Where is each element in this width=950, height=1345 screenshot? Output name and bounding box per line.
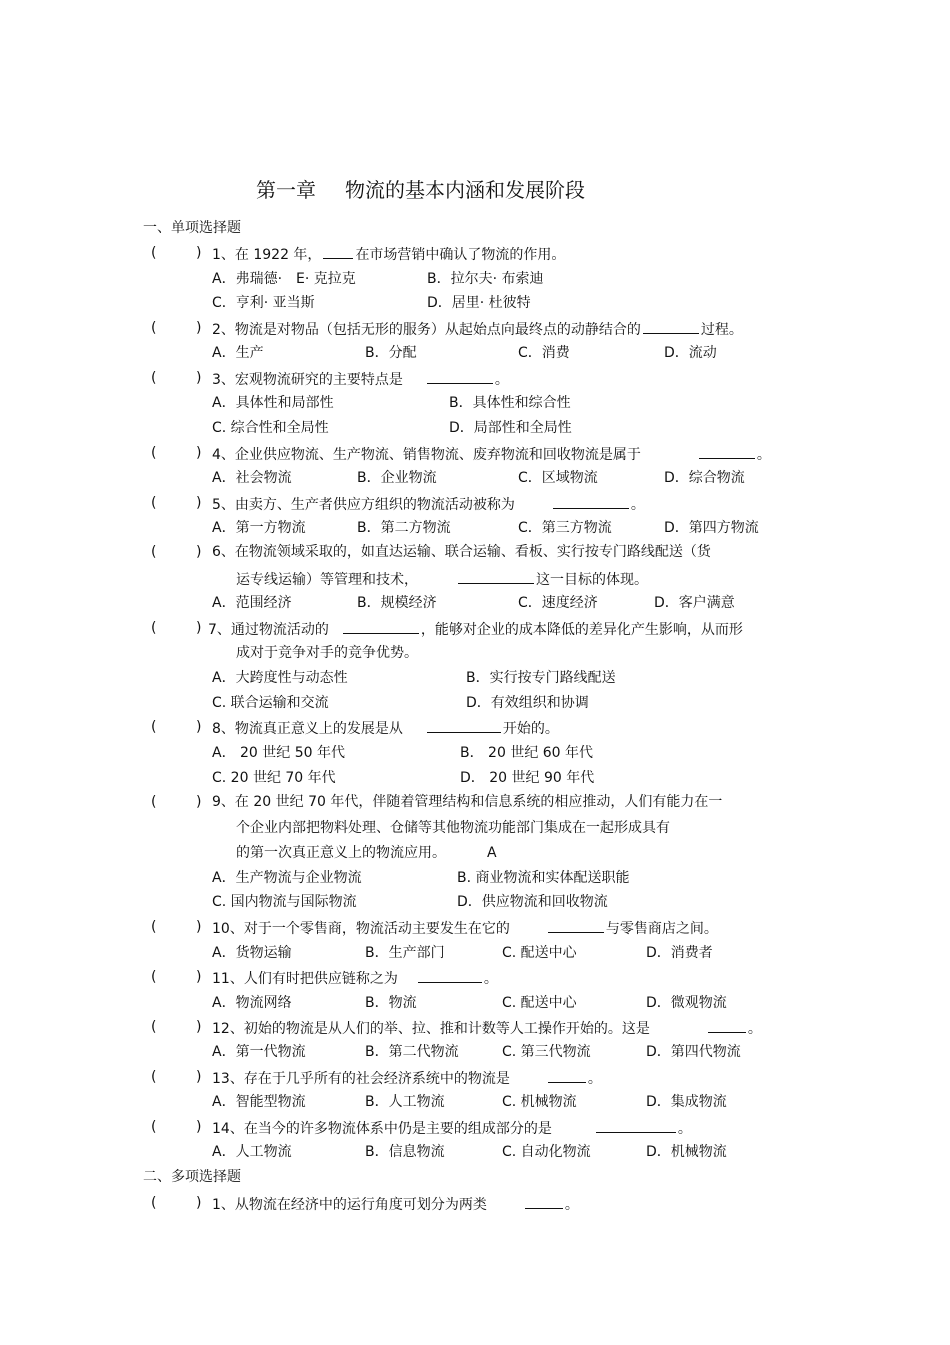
- option-d: D． 20 世纪 90 年代: [460, 770, 595, 786]
- fill-blank: [418, 968, 482, 983]
- stem-text: ，能够对企业的成本降低的差异化产生影响，从而形: [420, 622, 743, 638]
- answer-paren-open: (: [151, 1195, 157, 1211]
- answer-paren-close: ): [196, 245, 202, 261]
- stem-text: 1、从物流在经济中的运行角度可划分为两类: [212, 1197, 487, 1213]
- question-stem: 6、在物流领域采取的，如直达运输、联合运输、看板、实行按专门路线配送（货: [212, 544, 711, 560]
- option-b: B．人工物流: [365, 1094, 445, 1110]
- option-c: C. 机械物流: [502, 1094, 577, 1110]
- option-a: A． 20 世纪 50 年代: [212, 745, 346, 761]
- option-d: D．客户满意: [654, 595, 735, 611]
- option-c: C．第三方物流: [518, 520, 612, 536]
- chapter-number: 第一章: [256, 178, 316, 202]
- option-c: C. 配送中心: [502, 945, 577, 961]
- written-answer: A: [487, 845, 497, 861]
- option-c: C．亨利· 亚当斯: [212, 295, 315, 311]
- fill-blank: [596, 1118, 676, 1133]
- option-a: A．生产: [212, 345, 264, 361]
- answer-paren-close: ): [196, 445, 202, 461]
- answer-paren-open: (: [151, 919, 157, 935]
- question-stem: [212, 244, 565, 264]
- answer-paren-open: (: [151, 719, 157, 735]
- fill-blank: [548, 918, 604, 933]
- question-stem: [212, 968, 498, 988]
- stem-text: 7、通过物流活动的: [208, 622, 329, 638]
- option-d: D．微观物流: [646, 995, 727, 1011]
- stem-text: 。: [564, 1197, 579, 1213]
- option-d: D．居里· 杜彼特: [427, 295, 531, 311]
- stem-text: 与零售商店之间。: [605, 921, 718, 937]
- answer-paren-close: ): [196, 1069, 202, 1085]
- answer-paren-close: ): [196, 1119, 202, 1135]
- stem-text: 2、物流是对物品（包括无形的服务）从起始点向最终点的动静结合的: [212, 322, 641, 338]
- stem-text: 1、在 1922 年，: [212, 247, 322, 263]
- stem-text: 。: [587, 1071, 602, 1087]
- option-a: A．人工物流: [212, 1144, 292, 1160]
- chapter-title: 物流的基本内涵和发展阶段: [345, 178, 585, 202]
- option-c: C. 综合性和全局性: [212, 420, 329, 436]
- option-b: B．生产部门: [365, 945, 445, 961]
- stem-text: 。: [483, 971, 498, 987]
- section-heading-multiple-choice: 二、多项选择题: [143, 1169, 241, 1185]
- stem-text: 。: [747, 1021, 762, 1037]
- section-heading-single-choice: 一、单项选择题: [143, 220, 241, 236]
- option-c: C．速度经济: [518, 595, 598, 611]
- option-b: B. 商业物流和实体配送职能: [457, 870, 630, 886]
- question-stem: [212, 494, 645, 514]
- option-b: B．实行按专门路线配送: [466, 670, 616, 686]
- option-b: B．信息物流: [365, 1144, 445, 1160]
- option-a: A．第一代物流: [212, 1044, 306, 1060]
- answer-paren-open: (: [151, 1019, 157, 1035]
- answer-paren-close: ): [196, 1019, 202, 1035]
- stem-text: 5、由卖方、生产者供应方组织的物流活动被称为: [212, 497, 515, 513]
- option-d: D．机械物流: [646, 1144, 727, 1160]
- question-stem-continued: 个企业内部把物料处理、仓储等其他物流功能部门集成在一起形成具有: [236, 820, 670, 836]
- option-d: D．流动: [664, 345, 717, 361]
- stem-text: 13、存在于几乎所有的社会经济系统中的物流是: [212, 1071, 510, 1087]
- answer-paren-open: (: [151, 969, 157, 985]
- fill-blank: [427, 369, 493, 384]
- fill-blank: [427, 718, 501, 733]
- option-b: B．分配: [365, 345, 417, 361]
- option-b: B． 20 世纪 60 年代: [460, 745, 594, 761]
- stem-text: 开始的。: [502, 721, 559, 737]
- option-c: C．区域物流: [518, 470, 598, 486]
- fill-blank: [699, 444, 755, 459]
- option-a: A．生产物流与企业物流: [212, 870, 362, 886]
- fill-blank: [458, 569, 534, 584]
- answer-paren-open: (: [151, 245, 157, 261]
- option-a: A．物流网络: [212, 995, 292, 1011]
- answer-paren-open: (: [151, 1119, 157, 1135]
- question-stem: [212, 718, 559, 738]
- option-d: D．有效组织和协调: [466, 695, 589, 711]
- stem-text: 8、物流真正意义上的发展是从: [212, 721, 403, 737]
- question-stem-continued: 的第一次真正意义上的物流应用。: [236, 845, 446, 861]
- answer-paren-close: ): [196, 544, 202, 560]
- question-stem-continued: 成对于竞争对手的竞争优势。: [236, 645, 418, 661]
- option-b: B．拉尔夫· 布索迪: [427, 271, 544, 287]
- answer-paren-close: ): [196, 620, 202, 636]
- answer-paren-close: ): [196, 719, 202, 735]
- answer-paren-close: ): [196, 495, 202, 511]
- option-b: B．物流: [365, 995, 417, 1011]
- stem-text: 14、在当今的许多物流体系中仍是主要的组成部分的是: [212, 1121, 552, 1137]
- option-a: A．弗瑞德· E· 克拉克: [212, 271, 356, 287]
- option-b: B．第二方物流: [357, 520, 451, 536]
- stem-text: 这一目标的体现。: [536, 572, 648, 588]
- stem-text: 在市场营销中确认了物流的作用。: [355, 247, 566, 263]
- question-stem: [208, 619, 743, 639]
- fill-blank: [708, 1018, 746, 1033]
- answer-paren-open: (: [151, 370, 157, 386]
- option-b: B．企业物流: [357, 470, 437, 486]
- fill-blank: [553, 494, 629, 509]
- answer-paren-close: ): [196, 370, 202, 386]
- stem-text: 。: [677, 1121, 692, 1137]
- stem-text: 4、企业供应物流、生产物流、销售物流、废弃物流和回收物流是属于: [212, 447, 641, 463]
- question-stem: [212, 1194, 579, 1214]
- answer-paren-close: ): [196, 919, 202, 935]
- stem-text: 12、初始的物流是从人们的举、拉、推和计数等人工操作开始的。这是: [212, 1021, 650, 1037]
- question-stem: 9、在 20 世纪 70 年代，伴随着管理结构和信息系统的相应推动，人们有能力在一: [212, 794, 723, 810]
- stem-text: 。: [494, 372, 509, 388]
- answer-paren-open: (: [151, 794, 157, 810]
- stem-text: 3、宏观物流研究的主要特点是: [212, 372, 403, 388]
- option-a: A．第一方物流: [212, 520, 306, 536]
- option-a: A．货物运输: [212, 945, 292, 961]
- question-stem: [212, 1018, 762, 1038]
- answer-paren-close: ): [196, 1195, 202, 1211]
- stem-text: 运专线运输）等管理和技术，: [236, 572, 418, 588]
- option-d: D．集成物流: [646, 1094, 727, 1110]
- stem-text: 。: [756, 447, 771, 463]
- stem-text: 10、对于一个零售商，物流活动主要发生在它的: [212, 921, 510, 937]
- option-b: B．具体性和综合性: [449, 395, 571, 411]
- option-c: C. 联合运输和交流: [212, 695, 329, 711]
- fill-blank: [343, 619, 419, 634]
- option-d: D．第四方物流: [664, 520, 759, 536]
- option-a: A．智能型物流: [212, 1094, 306, 1110]
- option-c: C．消费: [518, 345, 570, 361]
- option-c: C. 自动化物流: [502, 1144, 591, 1160]
- option-a: A．范围经济: [212, 595, 292, 611]
- answer-paren-open: (: [151, 544, 157, 560]
- option-d: D．第四代物流: [646, 1044, 741, 1060]
- option-c: C. 国内物流与国际物流: [212, 894, 357, 910]
- answer-paren-open: (: [151, 1069, 157, 1085]
- option-a: A．具体性和局部性: [212, 395, 334, 411]
- question-stem: [212, 319, 743, 339]
- question-stem: [212, 369, 509, 389]
- option-c: C. 配送中心: [502, 995, 577, 1011]
- fill-blank: [548, 1068, 586, 1083]
- option-d: D．供应物流和回收物流: [457, 894, 608, 910]
- answer-paren-close: ): [196, 794, 202, 810]
- answer-paren-open: (: [151, 620, 157, 636]
- question-stem: [212, 1068, 602, 1088]
- question-stem-continued: [236, 569, 648, 589]
- fill-blank: [643, 319, 699, 334]
- question-stem: [212, 1118, 692, 1138]
- answer-paren-open: (: [151, 320, 157, 336]
- option-d: D．综合物流: [664, 470, 745, 486]
- question-stem: [212, 444, 771, 464]
- stem-text: 。: [630, 497, 645, 513]
- stem-text: 11、人们有时把供应链称之为: [212, 971, 398, 987]
- answer-paren-close: ): [196, 320, 202, 336]
- fill-blank: [525, 1194, 563, 1209]
- option-a: A．大跨度性与动态性: [212, 670, 348, 686]
- fill-blank: [323, 244, 353, 259]
- option-a: A．社会物流: [212, 470, 292, 486]
- option-b: B．规模经济: [357, 595, 437, 611]
- option-d: D．局部性和全局性: [449, 420, 572, 436]
- answer-paren-open: (: [151, 445, 157, 461]
- option-d: D．消费者: [646, 945, 713, 961]
- answer-paren-open: (: [151, 495, 157, 511]
- option-b: B．第二代物流: [365, 1044, 459, 1060]
- answer-paren-close: ): [196, 969, 202, 985]
- option-c: C. 第三代物流: [502, 1044, 591, 1060]
- question-stem: [212, 918, 718, 938]
- option-c: C. 20 世纪 70 年代: [212, 770, 336, 786]
- stem-text: 过程。: [700, 322, 743, 338]
